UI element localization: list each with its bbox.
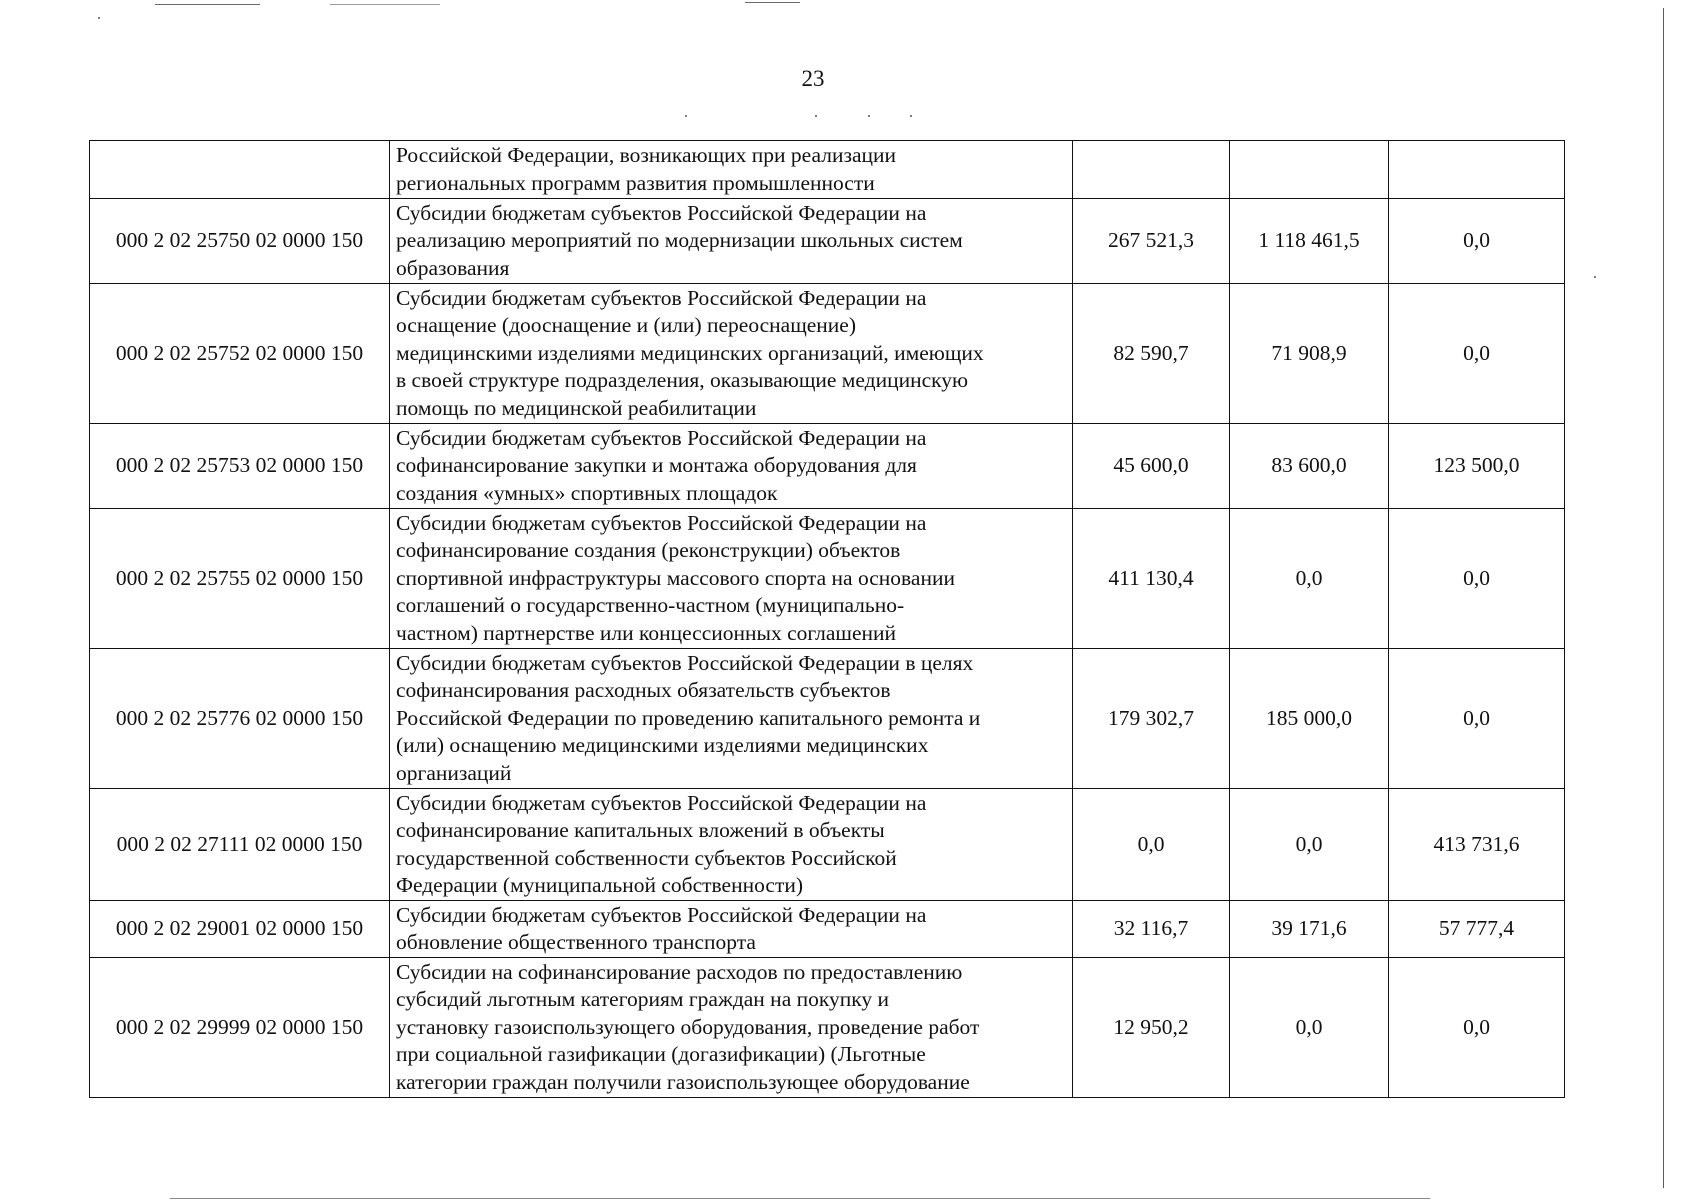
description-line: организаций xyxy=(396,760,512,785)
amount-year-1: 267 521,3 xyxy=(1073,199,1230,284)
description-line: Субсидии бюджетам субъектов Российской Федерации на xyxy=(396,510,927,535)
description-line: Субсидии бюджетам субъектов Российской Федерации на xyxy=(396,285,927,310)
amount-year-3 xyxy=(1389,141,1565,199)
amount-year-2: 0,0 xyxy=(1230,509,1389,649)
scan-speck xyxy=(685,115,687,117)
scan-artifact-right-edge xyxy=(1663,8,1664,1188)
budget-classification-code xyxy=(90,141,390,199)
scan-artifact-top-right xyxy=(745,2,800,3)
description-line: Российской Федерации по проведению капитального ремонта и xyxy=(396,705,981,730)
budget-table xyxy=(89,140,1565,1098)
budget-classification-code: 000 2 02 29999 02 0000 150 xyxy=(90,958,390,1098)
amount-year-2: 39 171,6 xyxy=(1230,901,1389,958)
description-line: Субсидии бюджетам субъектов Российской Федерации на xyxy=(396,425,927,450)
amount-year-3: 57 777,4 xyxy=(1389,901,1565,958)
amount-year-3: 0,0 xyxy=(1389,199,1565,284)
description-line: (или) оснащению медицинскими изделиями медицинских xyxy=(396,733,929,758)
scan-speck xyxy=(98,17,100,19)
description-line: Субсидии бюджетам субъектов Российской Федерации в целях xyxy=(396,650,974,675)
budget-classification-code: 000 2 02 25750 02 0000 150 xyxy=(90,199,390,284)
income-description xyxy=(390,141,1073,199)
amount-year-2 xyxy=(1230,141,1389,199)
description-line: региональных программ развития промышленности xyxy=(396,170,875,195)
description-line: софинансирование капитальных вложений в объекты xyxy=(396,818,885,842)
description-line: государственной собственности субъектов Российской xyxy=(396,845,897,870)
description-line: при социальной газификации (догазификации) (Льготные xyxy=(396,1042,926,1067)
amount-year-3: 0,0 xyxy=(1389,509,1565,649)
description-line: софинансирования расходных обязательств субъектов xyxy=(396,678,891,703)
scan-speck xyxy=(868,115,870,117)
income-description xyxy=(390,199,1073,284)
income-description xyxy=(390,789,1073,901)
budget-classification-code: 000 2 02 25776 02 0000 150 xyxy=(90,649,390,789)
amount-year-3: 0,0 xyxy=(1389,284,1565,424)
amount-year-2: 185 000,0 xyxy=(1230,649,1389,789)
description-line: софинансирование создания (реконструкции) объектов xyxy=(396,538,901,563)
income-description xyxy=(390,284,1073,424)
budget-classification-code: 000 2 02 27111 02 0000 150 xyxy=(90,789,390,901)
description-line: спортивной инфраструктуры массового спорта на основании xyxy=(396,565,955,590)
amount-year-1: 32 116,7 xyxy=(1073,901,1230,958)
scan-artifact-top-left xyxy=(155,4,260,5)
table-row xyxy=(90,901,1565,958)
description-line: Российской Федерации, возникающих при реализации xyxy=(396,143,897,167)
income-description xyxy=(390,509,1073,649)
amount-year-1: 0,0 xyxy=(1073,789,1230,901)
income-description xyxy=(390,649,1073,789)
description-line: помощь по медицинской реабилитации xyxy=(396,395,757,420)
table-body xyxy=(90,141,1565,1098)
description-line: оснащение (дооснащение и (или) переоснащение) xyxy=(396,313,857,338)
amount-year-2: 71 908,9 xyxy=(1230,284,1389,424)
amount-year-1: 411 130,4 xyxy=(1073,509,1230,649)
table-row xyxy=(90,141,1565,199)
description-line: Субсидии бюджетам субъектов Российской Федерации на xyxy=(396,200,927,225)
description-line: обновление общественного транспорта xyxy=(396,930,756,954)
amount-year-3: 123 500,0 xyxy=(1389,424,1565,509)
scan-speck xyxy=(910,115,912,117)
income-description xyxy=(390,901,1073,958)
table-row xyxy=(90,958,1565,1098)
amount-year-1: 82 590,7 xyxy=(1073,284,1230,424)
table-row xyxy=(90,509,1565,649)
page-number: 23 xyxy=(801,66,825,91)
amount-year-3: 413 731,6 xyxy=(1389,789,1565,901)
income-description xyxy=(390,958,1073,1098)
description-line: Субсидии бюджетам субъектов Российской Федерации на xyxy=(396,902,927,927)
description-line: реализацию мероприятий по модернизации школьных систем xyxy=(396,228,963,253)
description-line: категории граждан получили газоиспользующее оборудование xyxy=(396,1069,970,1094)
description-line: соглашений о государственно-частном (муниципально- xyxy=(396,593,905,618)
description-line: в своей структуре подразделения, оказывающие медицинскую xyxy=(396,368,969,393)
amount-year-1: 45 600,0 xyxy=(1073,424,1230,509)
description-line: Федерации (муниципальной собственности) xyxy=(396,873,803,897)
amount-year-1: 12 950,2 xyxy=(1073,958,1230,1098)
description-line: софинансирование закупки и монтажа оборудования для xyxy=(396,453,917,478)
amount-year-2: 83 600,0 xyxy=(1230,424,1389,509)
amount-year-3: 0,0 xyxy=(1389,958,1565,1098)
table-row xyxy=(90,649,1565,789)
scan-artifact-bottom xyxy=(170,1198,1430,1199)
amount-year-3: 0,0 xyxy=(1389,649,1565,789)
table-row xyxy=(90,789,1565,901)
amount-year-2: 0,0 xyxy=(1230,958,1389,1098)
amount-year-2: 1 118 461,5 xyxy=(1230,199,1389,284)
description-line: субсидий льготным категориям граждан на покупку и xyxy=(396,987,890,1012)
budget-classification-code: 000 2 02 25753 02 0000 150 xyxy=(90,424,390,509)
scan-speck xyxy=(815,115,817,117)
description-line: образования xyxy=(396,255,510,280)
description-line: создания «умных» спортивных площадок xyxy=(396,480,778,505)
description-line: Субсидии бюджетам субъектов Российской Федерации на xyxy=(396,790,927,815)
budget-classification-code: 000 2 02 25755 02 0000 150 xyxy=(90,509,390,649)
budget-classification-code: 000 2 02 29001 02 0000 150 xyxy=(90,901,390,958)
income-description xyxy=(390,424,1073,509)
scan-artifact-top-center xyxy=(330,4,440,5)
budget-classification-code: 000 2 02 25752 02 0000 150 xyxy=(90,284,390,424)
amount-year-1: 179 302,7 xyxy=(1073,649,1230,789)
scan-speck xyxy=(1594,276,1596,278)
table-row xyxy=(90,199,1565,284)
description-line: частном) партнерстве или концессионных соглашений xyxy=(396,620,897,645)
table-row xyxy=(90,284,1565,424)
description-line: медицинскими изделиями медицинских организаций, имеющих xyxy=(396,340,984,365)
description-line: Субсидии на софинансирование расходов по предоставлению xyxy=(396,959,963,984)
description-line: установку газоиспользующего оборудования, проведение работ xyxy=(396,1014,980,1039)
amount-year-2: 0,0 xyxy=(1230,789,1389,901)
amount-year-1 xyxy=(1073,141,1230,199)
table-row xyxy=(90,424,1565,509)
